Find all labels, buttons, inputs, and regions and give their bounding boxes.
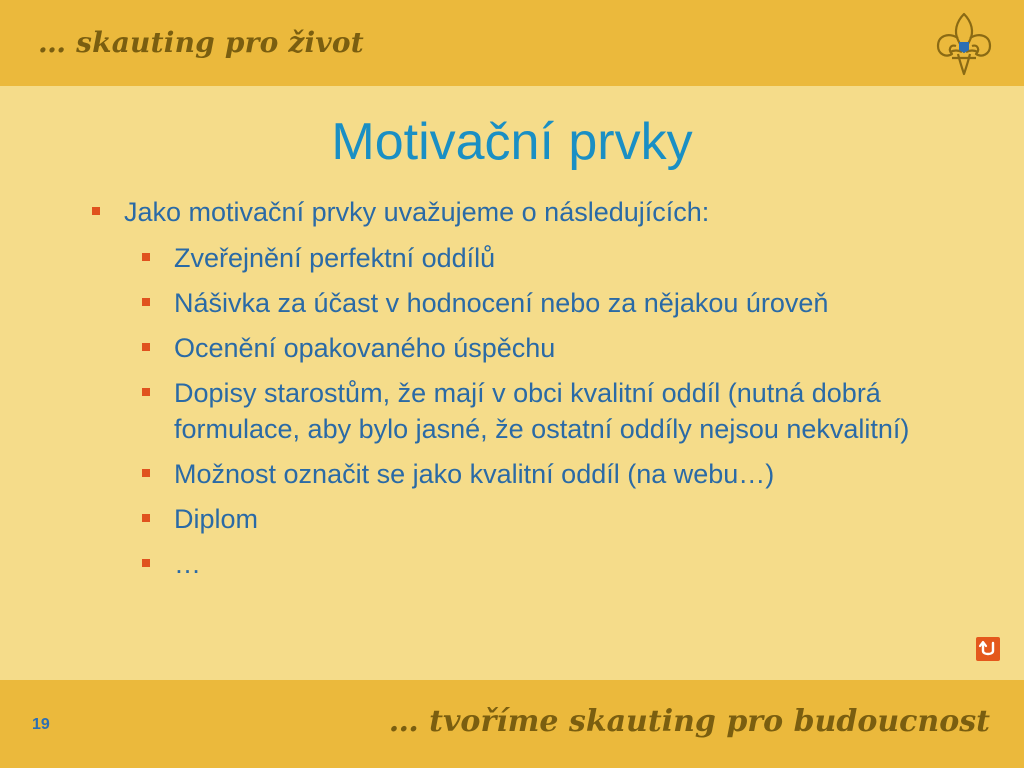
sub-bullet-text: Zveřejnění perfektní oddílů	[174, 243, 496, 273]
footer-slogan: … tvoříme skauting pro budoucnost	[388, 704, 990, 739]
sub-bullet-text: Možnost označit se jako kvalitní oddíl (na webu…)	[174, 459, 775, 489]
sub-bullet-item	[142, 546, 972, 582]
sub-bullet-item	[142, 456, 972, 492]
bullet-text: Jako motivační prvky uvažujeme o následujících:	[124, 197, 710, 227]
sub-bullet-text: Nášivka za účast v hodnocení nebo za nějakou úroveň	[174, 288, 829, 318]
return-button[interactable]	[976, 637, 1000, 661]
bullet-square-icon	[142, 559, 150, 567]
bullet-square-icon	[142, 253, 150, 261]
bullet-square-icon	[142, 343, 150, 351]
bullet-square-icon	[142, 514, 150, 522]
scout-lily-emblem-icon	[928, 8, 1000, 80]
bullet-item	[92, 194, 972, 230]
slide-title: Motivační prvky	[331, 113, 693, 171]
return-arrow-icon	[976, 637, 1000, 661]
bullet-square-icon	[142, 469, 150, 477]
bullet-square-icon	[142, 298, 150, 306]
sub-bullet-text: Dopisy starostům, že mají v obci kvalitní oddíl (nutná dobrá formulace, aby bylo jasné, že ostatní oddíly nejsou nekvalitní)	[174, 378, 910, 444]
sub-bullet-item	[142, 240, 972, 276]
sub-bullet-text: Ocenění opakovaného úspěchu	[174, 333, 556, 363]
sub-bullet-item	[142, 285, 972, 321]
bullet-list	[92, 194, 972, 591]
bullet-square-icon	[92, 207, 100, 215]
sub-bullet-item	[142, 330, 972, 366]
bullet-square-icon	[142, 388, 150, 396]
sub-bullet-item	[142, 501, 972, 537]
sub-bullet-text: …	[174, 549, 201, 579]
page-number: 19	[32, 716, 50, 733]
header-slogan: … skauting pro život	[38, 26, 364, 59]
sub-bullet-list	[142, 240, 972, 582]
sub-bullet-text: Diplom	[174, 504, 259, 534]
sub-bullet-item	[142, 375, 972, 447]
